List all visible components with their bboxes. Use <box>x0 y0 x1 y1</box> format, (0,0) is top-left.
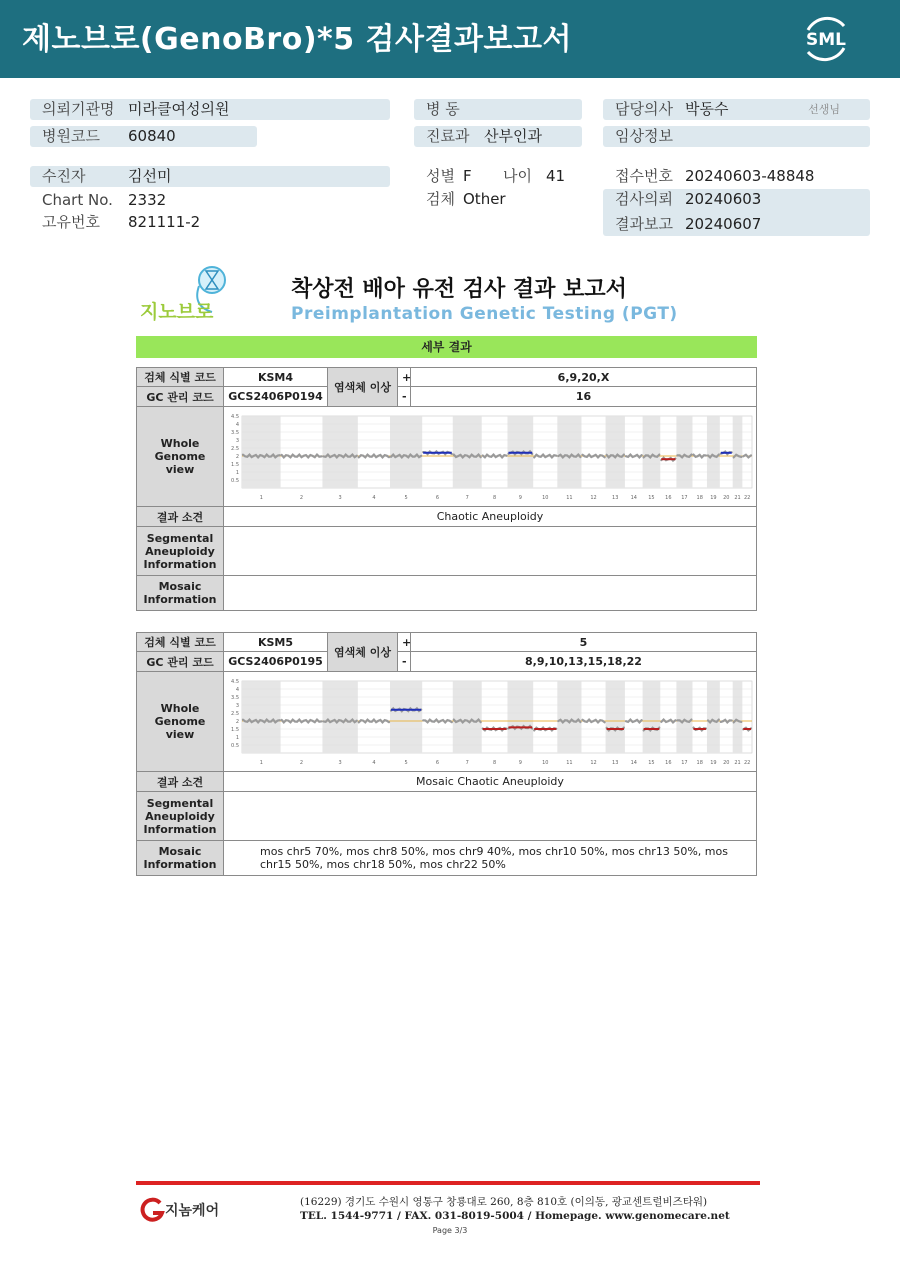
genobro-logo-text: 지노브로 <box>140 301 214 323</box>
chromosome-tick-label: 1 <box>259 494 263 501</box>
footer-divider <box>136 1181 760 1185</box>
chromosome-tick-label: 8 <box>492 759 497 766</box>
y-tick-label: 2.5 <box>231 445 239 452</box>
chromosome-tick-label: 5 <box>404 759 408 766</box>
request-date-field <box>603 189 870 210</box>
y-tick-label: 3 <box>235 437 239 444</box>
chromosome-tick-label: 21 <box>734 759 741 766</box>
chromosome-band <box>557 681 581 753</box>
chromosome-tick-label: 11 <box>566 759 573 766</box>
chromosome-tick-label: 14 <box>630 494 637 501</box>
request-date-value: 20240603 <box>685 190 762 208</box>
institution-label: 의뢰기관명 <box>42 100 115 118</box>
result-table-ksm4 <box>136 367 757 611</box>
specimen-field <box>414 189 594 210</box>
chromosome-tick-label: 6 <box>435 759 440 766</box>
chromosome-tick-label: 19 <box>710 494 717 501</box>
gain-symbol: + <box>398 633 411 652</box>
chromosome-tick-label: 15 <box>648 759 655 766</box>
chromosome-tick-label: 12 <box>590 494 597 501</box>
loss-symbol: - <box>398 387 411 407</box>
y-tick-label: 1.5 <box>231 461 239 468</box>
chromosome-band <box>643 416 661 488</box>
chromosome-tick-label: 21 <box>734 494 741 501</box>
y-tick-label: 3.5 <box>231 429 239 436</box>
mosaic-header: Mosaic Information <box>137 576 224 611</box>
specimen-code-header: 검체 식별 코드 <box>137 633 224 652</box>
loss-chromosomes: 8,9,10,13,15,18,22 <box>411 652 757 672</box>
chromosome-tick-label: 20 <box>723 494 730 501</box>
specimen-label: 검체 <box>426 190 455 208</box>
chromosome-tick-label: 16 <box>665 494 672 501</box>
y-tick-label: 0.5 <box>231 742 239 749</box>
chromosome-tick-label: 19 <box>710 759 717 766</box>
report-date-value: 20240607 <box>685 215 762 233</box>
chromosome-tick-label: 2 <box>299 759 304 766</box>
gc-code-value: GCS2406P0195 <box>224 652 328 672</box>
chart-label: Chart No. <box>42 191 113 209</box>
genome-view-header: Whole Genome view <box>137 407 224 507</box>
page-number: Page 3/3 <box>432 1226 468 1235</box>
segmental-value <box>224 527 757 576</box>
chromosome-tick-label: 22 <box>743 494 751 501</box>
report-header <box>0 0 900 78</box>
chromosome-tick-label: 11 <box>566 494 573 501</box>
chromosome-band <box>606 681 625 753</box>
address-line: (16229) 경기도 수원시 영통구 창룡대로 260, 8층 810호 (이의동, 광교센트럴비즈타워) <box>300 1196 708 1208</box>
y-tick-label: 1 <box>235 734 239 741</box>
genome-plot-ksm4 <box>224 408 756 506</box>
chromosome-band <box>390 416 422 488</box>
unique-id-field <box>30 212 390 233</box>
mosaic-value <box>224 576 757 611</box>
genome-view-cell <box>224 407 757 507</box>
sml-logo-text: SML <box>806 30 846 50</box>
chromosome-tick-label: 8 <box>492 494 497 501</box>
specimen-code-value: KSM5 <box>224 633 328 652</box>
sex-value: F <box>463 167 472 185</box>
plot-frame <box>242 416 752 488</box>
doctor-value: 박동수 <box>685 100 729 118</box>
chromosome-band <box>557 416 581 488</box>
report-date-field <box>603 210 870 236</box>
gain-chromosomes: 5 <box>411 633 757 652</box>
abnormality-header: 염색체 이상 <box>328 368 398 407</box>
loss-chromosomes: 16 <box>411 387 757 407</box>
clinical-info-field <box>603 126 870 147</box>
sml-logo <box>800 12 852 64</box>
chromosome-tick-label: 5 <box>404 494 408 501</box>
chromosome-tick-label: 9 <box>518 759 522 766</box>
chromosome-tick-label: 7 <box>465 494 469 501</box>
genome-plot-ksm5 <box>224 673 756 771</box>
mosaic-value: mos chr5 70%, mos chr8 50%, mos chr9 40%, mos chr10 50%, mos chr13 50%, mos chr15 50%, mos chr18 50%, mos chr22 50% <box>224 841 757 876</box>
result-value: Chaotic Aneuploidy <box>224 507 757 527</box>
doctor-suffix: 선생님 <box>808 103 840 116</box>
result-header: 결과 소견 <box>137 507 224 527</box>
chromosome-points <box>454 719 481 722</box>
segmental-value <box>224 792 757 841</box>
report-title: 제노브로(GenoBro)*5 검사결과보고서 <box>22 22 572 57</box>
ward-field <box>414 99 582 120</box>
chromosome-band <box>676 681 692 753</box>
company-name: 지놈케어 <box>165 1203 220 1219</box>
chromosome-band <box>733 681 743 753</box>
chromosome-tick-label: 17 <box>681 759 688 766</box>
chromosome-tick-label: 10 <box>542 494 549 501</box>
company-address <box>300 1195 730 1223</box>
chromosome-band <box>507 681 533 753</box>
y-tick-label: 2.5 <box>231 710 239 717</box>
hospital-code-field <box>30 126 257 147</box>
chromosome-band <box>390 681 422 753</box>
specimen-code-header: 검체 식별 코드 <box>137 368 224 387</box>
chromosome-band <box>707 416 720 488</box>
y-tick-label: 2 <box>235 453 239 460</box>
chromosome-band <box>606 416 625 488</box>
chromosome-points <box>454 454 481 457</box>
gain-symbol: + <box>398 368 411 387</box>
chromosome-band <box>453 416 482 488</box>
age-label: 나이 <box>503 167 532 185</box>
chromosome-tick-label: 16 <box>665 759 672 766</box>
hospital-code-value: 60840 <box>128 127 176 145</box>
doctor-label: 담당의사 <box>615 100 673 118</box>
sex-label: 성별 <box>426 167 455 185</box>
mosaic-header: Mosaic Information <box>137 841 224 876</box>
chromosome-tick-label: 17 <box>681 494 688 501</box>
receipt-label: 접수번호 <box>615 167 673 185</box>
patient-value: 김선미 <box>128 167 172 185</box>
specimen-value: Other <box>463 190 506 208</box>
y-tick-label: 0.5 <box>231 477 239 484</box>
chromosome-tick-label: 20 <box>723 759 730 766</box>
abnormality-header: 염색체 이상 <box>328 633 398 672</box>
chromosome-band <box>322 416 357 488</box>
result-value: Mosaic Chaotic Aneuploidy <box>224 772 757 792</box>
chromosome-tick-label: 22 <box>743 759 751 766</box>
doctor-field <box>603 99 870 120</box>
report-date-label: 결과보고 <box>615 215 673 233</box>
institution-value: 미라클여성의원 <box>128 100 230 118</box>
plot-frame <box>242 681 752 753</box>
chromosome-tick-label: 18 <box>696 759 703 766</box>
section-title: 세부 결과 <box>136 336 757 358</box>
genome-view-header: Whole Genome view <box>137 672 224 772</box>
chromosome-tick-label: 14 <box>630 759 637 766</box>
chromosome-band <box>643 681 661 753</box>
genobro-logo <box>136 262 246 326</box>
ward-label: 병 동 <box>426 100 460 118</box>
chromosome-tick-label: 4 <box>372 494 376 501</box>
patient-field <box>30 166 390 187</box>
y-tick-label: 3.5 <box>231 694 239 701</box>
chromosome-tick-label: 15 <box>648 494 655 501</box>
gc-code-header: GC 관리 코드 <box>137 652 224 672</box>
y-tick-label: 4 <box>235 421 239 428</box>
chromosome-tick-label: 7 <box>465 759 469 766</box>
chromosome-tick-label: 10 <box>542 759 549 766</box>
chart-field <box>30 190 390 211</box>
chromosome-band <box>707 681 720 753</box>
pgt-title-korean: 착상전 배아 유전 검사 결과 보고서 <box>291 277 627 302</box>
segmental-header: Segmental Aneuploidy Information <box>137 792 224 841</box>
chromosome-tick-label: 3 <box>338 759 342 766</box>
unique-id-value: 821111-2 <box>128 213 201 231</box>
genome-view-cell <box>224 672 757 772</box>
chromosome-tick-label: 9 <box>518 494 522 501</box>
department-label: 진료과 <box>426 127 470 145</box>
pgt-header <box>136 262 756 328</box>
chromosome-tick-label: 2 <box>299 494 304 501</box>
chromosome-tick-label: 18 <box>696 494 703 501</box>
sex-age-field <box>414 166 594 187</box>
segmental-header: Segmental Aneuploidy Information <box>137 527 224 576</box>
chromosome-band <box>733 416 743 488</box>
y-tick-label: 4 <box>235 686 239 693</box>
gc-code-header: GC 관리 코드 <box>137 387 224 407</box>
chart-value: 2332 <box>128 191 167 209</box>
chromosome-tick-label: 13 <box>612 759 619 766</box>
hospital-code-label: 병원코드 <box>42 127 100 145</box>
y-tick-label: 2 <box>235 718 239 725</box>
request-date-label: 검사의뢰 <box>615 190 673 208</box>
chromosome-band <box>322 681 357 753</box>
institution-field <box>30 99 390 120</box>
unique-id-label: 고유번호 <box>42 213 100 231</box>
chromosome-tick-label: 13 <box>612 494 619 501</box>
result-header: 결과 소견 <box>137 772 224 792</box>
chromosome-band <box>242 681 281 753</box>
chromosome-tick-label: 1 <box>259 759 263 766</box>
clinical-info-label: 임상정보 <box>615 127 673 145</box>
chromosome-band <box>242 416 281 488</box>
chromosome-band <box>453 681 482 753</box>
y-tick-label: 4.5 <box>231 413 239 420</box>
result-table-ksm5 <box>136 632 757 876</box>
chromosome-band <box>676 416 692 488</box>
receipt-field <box>603 166 870 187</box>
contact-line: TEL. 1544-9771 / FAX. 031-8019-5004 / Homepage. www.genomecare.net <box>300 1210 730 1222</box>
gc-code-value: GCS2406P0194 <box>224 387 328 407</box>
y-tick-label: 4.5 <box>231 678 239 685</box>
chromosome-tick-label: 4 <box>372 759 376 766</box>
chromosome-tick-label: 12 <box>590 759 597 766</box>
receipt-value: 20240603-48848 <box>685 167 815 185</box>
specimen-code-value: KSM4 <box>224 368 328 387</box>
y-tick-label: 1.5 <box>231 726 239 733</box>
patient-label: 수진자 <box>42 167 86 185</box>
y-tick-label: 1 <box>235 469 239 476</box>
gain-chromosomes: 6,9,20,X <box>411 368 757 387</box>
chromosome-tick-label: 6 <box>435 494 440 501</box>
y-tick-label: 3 <box>235 702 239 709</box>
chromosome-points <box>483 454 507 457</box>
loss-symbol: - <box>398 652 411 672</box>
pgt-title-english: Preimplantation Genetic Testing (PGT) <box>291 304 678 324</box>
department-field <box>414 126 582 147</box>
department-value: 산부인과 <box>484 127 542 145</box>
chromosome-tick-label: 3 <box>338 494 342 501</box>
age-value: 41 <box>546 167 566 185</box>
